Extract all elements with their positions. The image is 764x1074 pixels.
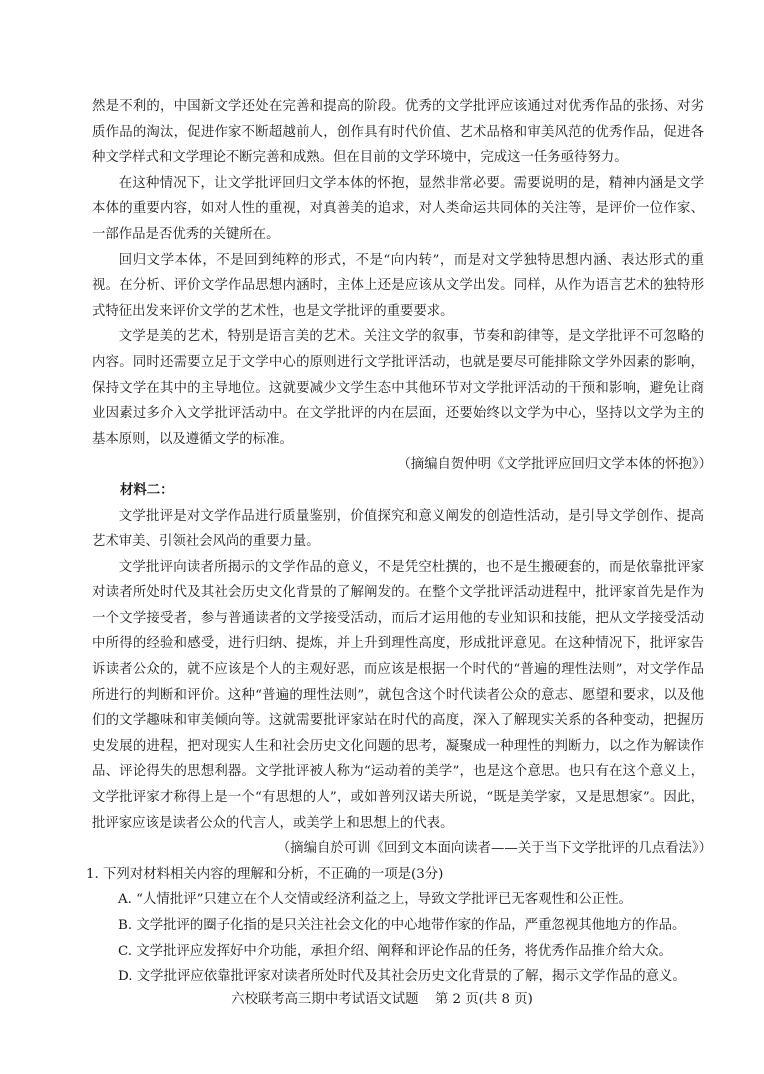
question-1-option-b: B. 文学批评的圈子化指的是只关注社会文化的中心地带作家的作品，严重忽视其他地方的作品。	[118, 918, 686, 933]
question-1-stem: 1. 下列对材料相关内容的理解和分析，不正确的一项是(3分)	[86, 866, 444, 882]
material1-paragraph-4: 文学是美的艺术，特别是语言美的艺术。关注文学的叙事，节奏和韵律等，是文学批评不可忽略的内容。同时还需要立足于文学中心的原则进行文学批评活动，也就是要尽可能排除文学外因素的影响，保持文学在其中的主导地位。这就要减少文学生态中其他环节对文学批评活动的干预和影响，避免让商业因素过多介入文学批评活动中。在文学批评的内在层面，还要始终以文学为中心，坚持以文学为主的基本原则，以及遵循文学的标准。	[92, 329, 704, 447]
material1-paragraph-3: 回归文学本体，不是回到纯粹的形式，不是“向内转”，而是对文学独特思想内涵、表达形式的重视。在分析、评价文学作品思想内涵时，主体上还是应该从文学出发。同样，从作为语言艺术的独特形式特征出发来评价文学的艺术性，也是文学批评的重要要求。	[92, 252, 704, 319]
material2-paragraph-2: 文学批评向读者所揭示的文学作品的意义，不是凭空杜撰的，也不是生搬硬套的，而是依靠批评家对读者所处时代及其社会历史文化背景的了解阐发的。在整个文学批评活动进程中，批评家首先是作为一个文学接受者，参与普通读者的文学接受活动，而后才运用他的专业知识和技能，把从文学接受活动中所得的经验和感受，进行归纳、提炼，并上升到理性高度，形成批评意见。在这种情况下，批评家告诉读者公众的，就不应该是个人的主观好恶，而应该是根据一个时代的“普遍的理性法则”，对文学作品所进行的判断和评价。这种“普遍的理性法则”，就包含这个时代读者公众的意志、愿望和要求，以及他们的文学趣味和审美倾向等。这就需要批评家站在时代的高度，深入了解现实关系的各种变动，把握历史发展的进程，把对现实人生和社会历史文化问题的思考，凝聚成一种理性的判断力，以之作为解读作品、评论得失的思想利器。文学批评被人称为“运动着的美学”，也是这个意思。也只有在这个意义上，文学批评家才称得上是一个“有思想的人”，或如普列汉诺夫所说，“既是美学家，又是思想家”。因此，批评家应该是读者公众的代言人，或美学上和思想上的代表。	[92, 559, 704, 831]
question-1-option-a: A. “人情批评”只建立在个人交情或经济利益之上，导致文学批评已无客观性和公正性。	[118, 892, 632, 908]
material1-paragraph-1: 然是不利的，中国新文学还处在完善和提高的阶段。优秀的文学批评应该通过对优秀作品的张扬、对劣质作品的淘汰，促进作家不断超越前人，创作具有时代价值、艺术品格和审美风范的优秀作品，促进各种文学样式和文学理论不断完善和成熟。但在目前的文学环境中，完成这一任务亟待努力。	[92, 99, 704, 166]
material1-source: （摘编自贺仲明《文学批评应回归文学本体的怀抱》）	[397, 457, 712, 473]
material2-heading: 材料二：	[120, 482, 174, 498]
page-footer	[0, 988, 764, 1007]
footer-exam-title: 六校联考高三期中考试语文试题	[231, 992, 419, 1007]
question-1-option-c: C. 文学批评应发挥好中介功能，承担介绍、阐释和评论作品的任务，将优秀作品推介给大众。	[118, 943, 672, 959]
material2-source: （摘编自於可训《回到文本面向读者——关于当下文学批评的几点看法》）	[276, 841, 712, 857]
question-1-option-d: D. 文学批评应依靠批评家对读者所处时代及其社会历史文化背景的了解，揭示文学作品的意义。	[118, 969, 686, 985]
material1-paragraph-2: 在这种情况下，让文学批评回归文学本体的怀抱，显然非常必要。需要说明的是，精神内涵是文学本体的重要内容，如对人性的重视，对真善美的追求，对人类命运共同体的关注等，是评价一位作家、一部作品是否优秀的关键所在。	[92, 175, 704, 242]
material2-paragraph-1: 文学批评是对文学作品进行质量鉴别，价值探究和意义阐发的创造性活动，是引导文学创作、提高艺术审美、引领社会风尚的重要力量。	[92, 508, 704, 550]
footer-page-number: 第 2 页(共 8 页)	[434, 992, 533, 1007]
